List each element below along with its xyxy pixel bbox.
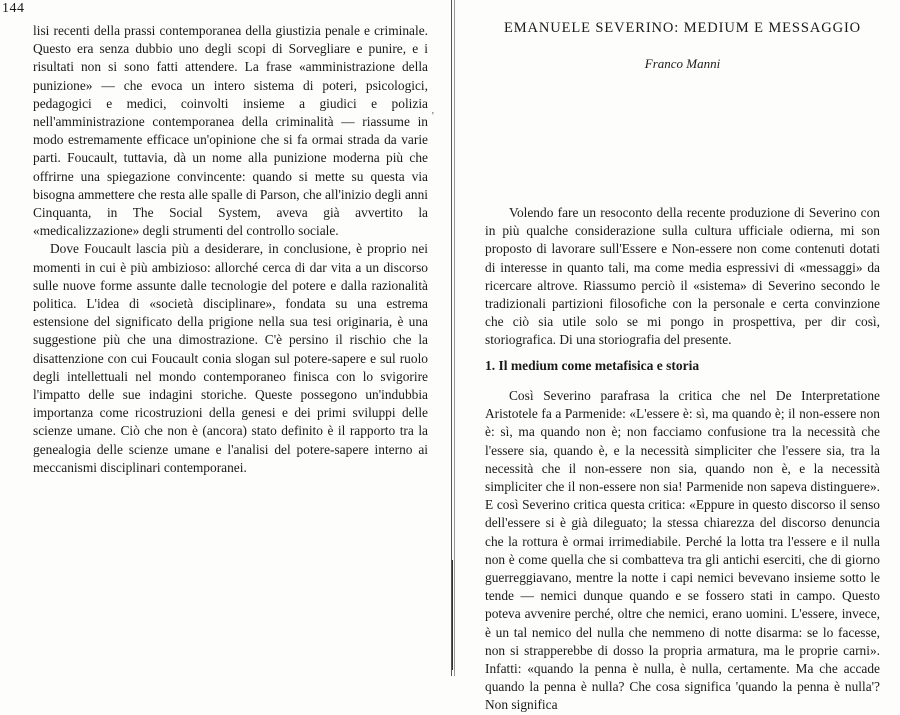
left-paragraph-1: lisi recenti della prassi contemporanea della giustizia penale e criminale. Questo era senza dubbio uno degli scopi di Sorvegliare e punire, e i risultati non si sono fatti attendere. La frase «amministrazione della punizione» — che evoca un intero sistema di poteri, psicologici, pedagogici e medici, coinvolti insieme a giudici e polizia nell'amministrazione contemporanea della criminalità — riassume in modo estremamente efficace un'opinione che si fa ormai strada da varie parti. Foucault, tuttavia, dà un nome alla punizione moderna più che offrirne una spiegazione convincente: quando si mette su questa via bisogna ammettere che resta alle spalle di Parson, che all'inizio degli anni Cinquanta, in The Social System, aveva già avvertito la «medicalizzazione» degli strumenti del controllo sociale.	[33, 23, 428, 239]
section-heading: 1. Il medium come metafisica e storia	[485, 358, 700, 373]
article-title: EMANUELE SEVERINO: MEDIUM E MESSAGGIO	[503, 20, 862, 36]
article-author: Franco Manni	[644, 56, 721, 71]
scan-speck: '	[432, 111, 434, 122]
article-body: Così Severino parafrasa la critica che nel De Interpretatione Aristotele fa a Parmenide: «L'essere è: sì, ma quando è; il non-essere non è: sì, ma quando non è; non facciamo confusione tra la necessità che l'essere sia, quando è, e la necessità simpliciter che l'essere sia, tra la necessità che il non-essere non sia, quando non è, e la necessità simpliciter che il non-essere non sia! Parmenide non sapeva distinguere». E così Severino critica questa critica: «Eppure in questo discorso il senso dell'essere si è già dileguato; la stessa chiarezza del discorso denuncia che la rottura è ormai irrimediabile. Perché la lotta tra l'essere e il nulla non è come quella che si combatteva tra gli antichi eserciti, che di giorno guerreggiavano, mentre la notte i capi nemici bevevano insieme sotto le tende — nemici dunque quando e se fossero stati in campo. Questo poteva avvenire perché, oltre che nemici, erano uomini. L'essere, invece, è un tal nemico del nulla che nemmeno di notte disarma: se lo facesse, non si strapperebbe di dosso la propria armatura, ma le proprie carni». Infatti: «quando la penna è nulla, è nulla, certamente. Ma che accade quando la penna è nulla? Che cosa significa 'quando la penna è nulla'? Non significa	[485, 388, 880, 713]
left-page-text	[33, 22, 428, 477]
page-number: 144	[2, 1, 25, 16]
left-paragraph-2: Dove Foucault lascia più a desiderare, in conclusione, è proprio nei momenti in cui è più ambizioso: allorché cerca di dar vita a un discorso sulle nuove forme assunte dalle tecnologie del potere e dalla razionalità politica. L'idea di «società disciplinare», fondata su una estrema estensione del significato della prigione nella sua tesi originaria, è una suggestione più che una dimostrazione. C'è persino il rischio che la disattenzione con cui Foucault conia slogan sul potere-sapere e sul ruolo degli intellettuali nel mondo contemporaneo finisca con lo svigorire l'impatto delle sue indagini storiche. Queste possegono un'indubbia importanza come ricostruzioni della genesi e dei primi sviluppi delle scienze umane. Ciò che non è (ancora) stato definito è il rapporto tra la genealogia delle scienze umane e l'analisi del potere-sapere interno ai meccanismi disciplinari contemporanei.	[33, 241, 428, 475]
article-abstract: Volendo fare un resoconto della recente produzione di Severino con in più qualche considerazione sulla cultura ufficiale odierna, mi son proposto di lavorare sull'Essere e Non-essere non come contenuti dotati di interesse in quanto tali, ma come media espressivi di «messaggi» da ricercare altrove. Riassumo perciò il «sistema» di Severino secondo le tradizionali partizioni filosofiche con la personale e certa convinzione che ciò sia utile solo se mi pongo in prospettiva, per dir così, storiografica. Di una storiografia del presente.	[485, 205, 880, 348]
gutter-binding-mark	[452, 560, 459, 670]
